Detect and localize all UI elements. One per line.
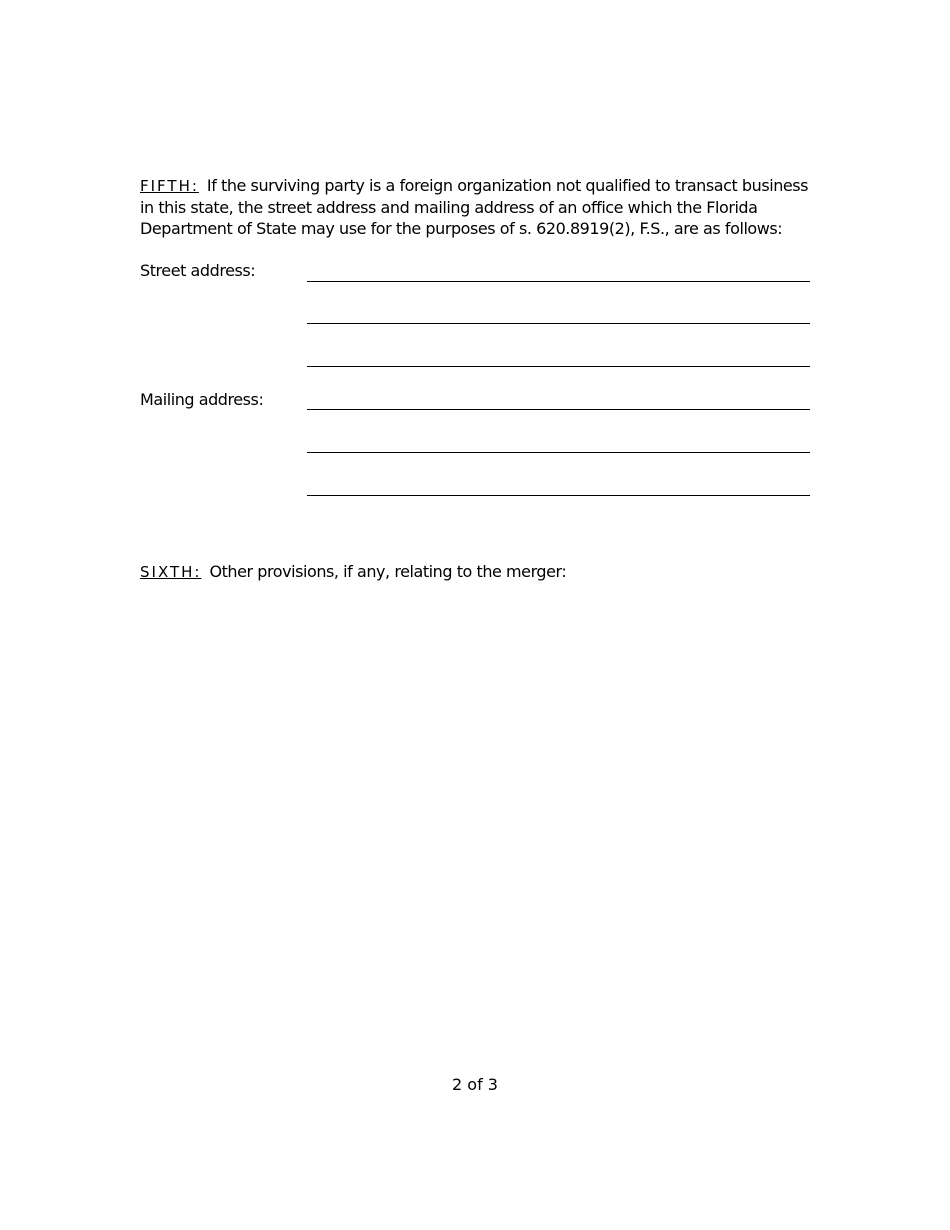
sixth-heading: SIXTH: xyxy=(140,563,202,581)
street-address-line-2[interactable] xyxy=(307,323,810,324)
street-address-line-1[interactable] xyxy=(307,281,810,282)
mailing-address-label: Mailing address: xyxy=(140,390,264,409)
mailing-address-line-3[interactable] xyxy=(307,495,810,496)
mailing-address-line-2[interactable] xyxy=(307,452,810,453)
mailing-address-line-1[interactable] xyxy=(307,409,810,410)
fifth-article xyxy=(140,175,820,239)
page-number: 2 of 3 xyxy=(452,1075,498,1094)
street-address-label: Street address: xyxy=(140,261,256,280)
street-address-line-3[interactable] xyxy=(307,366,810,367)
fifth-heading: FIFTH: xyxy=(140,177,199,195)
sixth-article xyxy=(140,561,820,583)
sixth-text: Other provisions, if any, relating to the merger: xyxy=(209,562,567,581)
fifth-text: If the surviving party is a foreign organization not qualified to transact business in this state, the street address and mailing address of an office which the Florida Department of State may use for the purposes of s. 620.8919(2), F.S., are as follows: xyxy=(140,176,809,238)
